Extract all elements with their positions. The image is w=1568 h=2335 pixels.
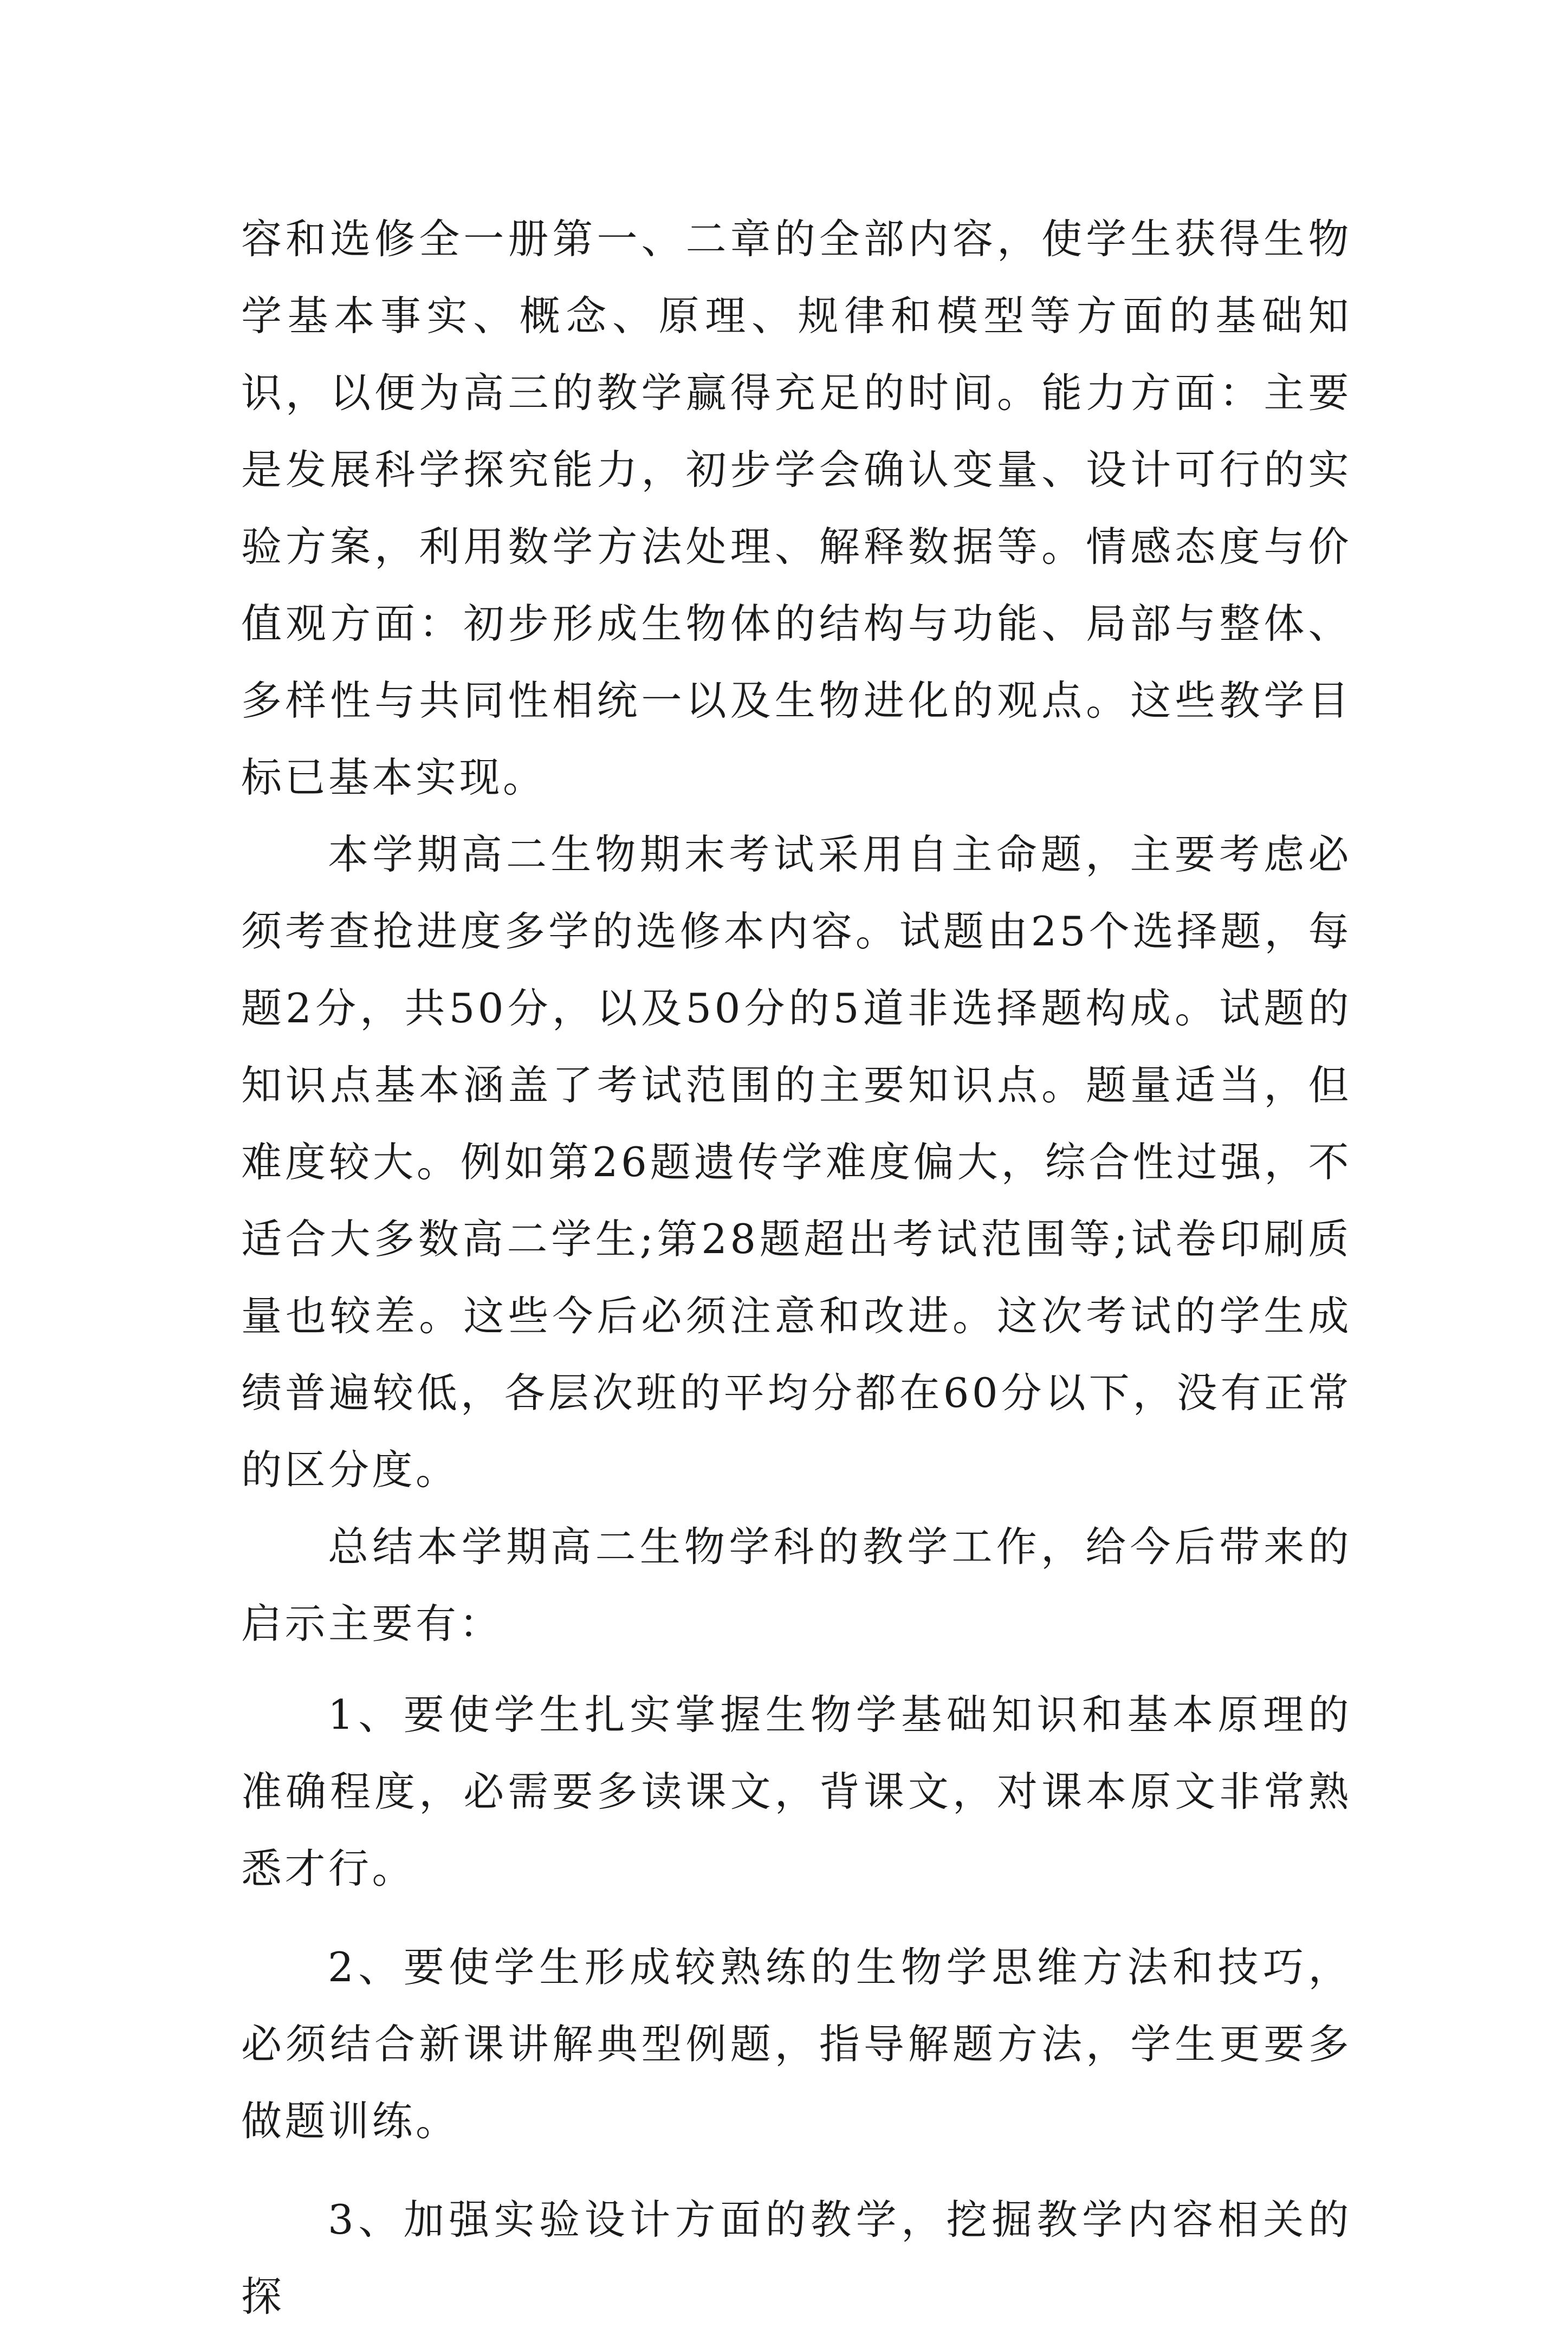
list-item-3: 3、加强实验设计方面的教学，挖掘教学内容相关的探 [241, 2196, 1352, 2320]
paragraph-teaching-goals: 容和选修全一册第一、二章的全部内容，使学生获得生物学基本事实、概念、原理、规律和模型等方面的基础知识，以便为高三的教学赢得充足的时间。能力方面：主要是发展科学探究能力，初步学会确认变量、设计可行的实验方案，利用数学方法处理、解释数据等。情感态度与价值观方面：初步形成生物体的结构与功能、局部与整体、多样性与共同性相统一以及生物进化的观点。这些教学目标已基本实现。 [241, 215, 1352, 801]
paragraph-final-exam: 本学期高二生物期末考试采用自主命题，主要考虑必须考查抢进度多学的选修本内容。试题由25个选择题，每题2分，共50分，以及50分的5道非选择题构成。试题的知识点基本涵盖了考试范围的主要知识点。题量适当，但难度较大。例如第26题遗传学难度偏大，综合性过强，不适合大多数高二学生;第28题超出考试范围等;试卷印刷质量也较差。这些今后必须注意和改进。这次考试的学生成绩普遍较低，各层次班的平均分都在60分以下，没有正常的区分度。 [241, 831, 1352, 1494]
document-body [241, 200, 1352, 2335]
paragraph-summary-intro: 总结本学期高二生物学科的教学工作，给今后带来的启示主要有： [241, 1523, 1352, 1648]
list-item-1: 1、要使学生扎实掌握生物学基础知识和基本原理的准确程度，必需要多读课文，背课文，对课本原文非常熟悉才行。 [241, 1691, 1352, 1892]
list-item-2: 2、要使学生形成较熟练的生物学思维方法和技巧，必须结合新课讲解典型例题，指导解题方法，学生更要多做题训练。 [241, 1943, 1352, 2145]
